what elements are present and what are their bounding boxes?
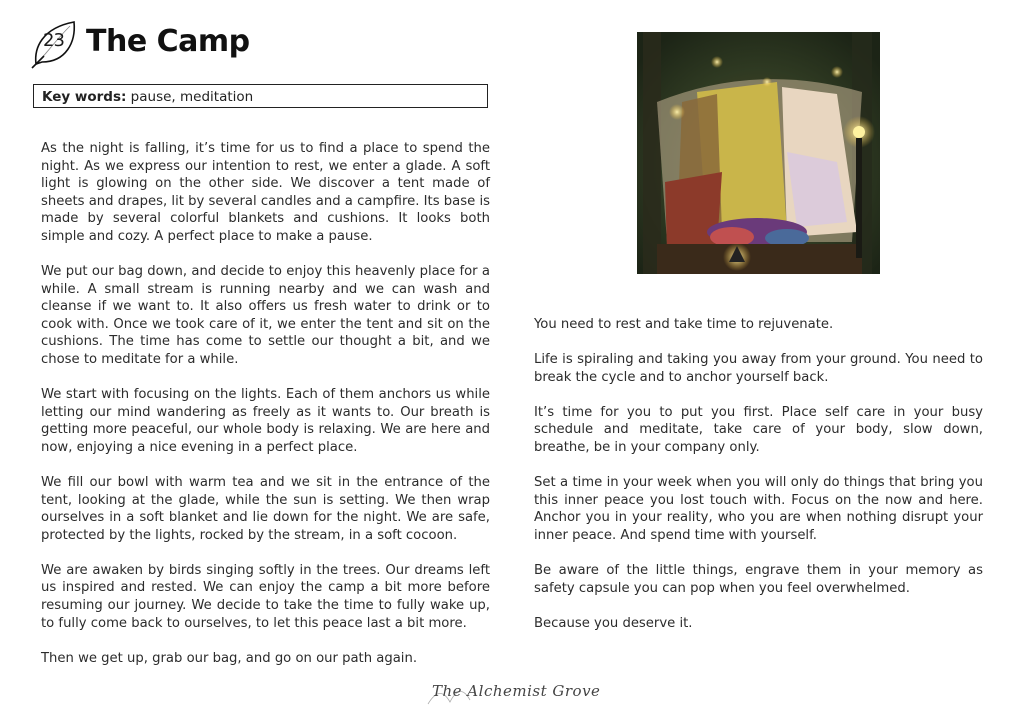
card-header: [30, 18, 330, 70]
message-paragraph: Set a time in your week when you will only do things that bring you this inner peace you lost touch with. Focus on the now and here. Anchor you in your reality, who you are when nothing disrupt your inner peace. And spend time with yourself.: [534, 475, 983, 543]
message-paragraph: It’s time for you to put you first. Place self care in your busy schedule and meditate, take care of your body, slow down, breathe, be in your company only.: [534, 404, 983, 455]
keywords-value: pause, meditation: [126, 89, 254, 105]
story-paragraph: We are awaken by birds singing softly in the trees. Our dreams left us inspired and rested. We can enjoy the camp a bit more before resuming our journey. We decide to take the time to fully wake up, to fully come back to ourselves, to let this peace last a bit more.: [41, 562, 490, 631]
message-paragraph: You need to rest and take time to rejuvenate.: [534, 317, 834, 332]
message-paragraph: Life is spiraling and taking you away from your ground. You need to break the cycle and to anchor yourself back.: [534, 352, 983, 385]
brand-name: The Alchemist Grove: [432, 682, 601, 700]
story-paragraph: As the night is falling, it’s time for us to find a place to spend the night. As we express our intention to rest, we enter a glade. A soft light is glowing on the other side. We discover a tent made of sheets and drapes, lit by several candles and a campfire. Its base is made by several colorful blankets and cushions. It looks both simple and cozy. A perfect place to make a pause.: [41, 141, 490, 244]
message-paragraph: Because you deserve it.: [534, 615, 693, 631]
page-title: The Camp: [86, 24, 250, 59]
story-paragraph: We put our bag down, and decide to enjoy this heavenly place for a while. A small stream is running nearby and we can wash and cleanse if we want to. It also offers us fresh water to drink or to cook with. Once we took care of it, we enter the tent and sit on the cushions. The time has come to settle our thought a bit, and we chose to meditate for a while.: [41, 264, 490, 368]
story-text: [41, 140, 490, 685]
camp-illustration: [637, 32, 880, 274]
message-text: [534, 316, 983, 650]
message-paragraph: Be aware of the little things, engrave them in your memory as safety capsule you can pop when you feel overwhelmed.: [534, 562, 983, 596]
story-paragraph: We fill our bowl with warm tea and we sit in the entrance of the tent, looking at the glade, while the sun is setting. We then wrap ourselves in a soft blanket and lie down for the night. We are safe, protected by the lights, rocked by the stream, in a soft cocoon.: [41, 475, 490, 543]
story-paragraph: We start with focusing on the lights. Each of them anchors us while letting our mind wandering as freely as it wants to. Our breath is getting more peaceful, our whole body is relaxing. We are here and now, enjoying a nice evening in a perfect place.: [41, 387, 490, 455]
story-paragraph: Then we get up, grab our bag, and go on our path again.: [41, 650, 418, 666]
card-number: 23: [43, 30, 64, 51]
keywords-label: Key words:: [42, 89, 127, 105]
keywords-box: [33, 84, 488, 108]
